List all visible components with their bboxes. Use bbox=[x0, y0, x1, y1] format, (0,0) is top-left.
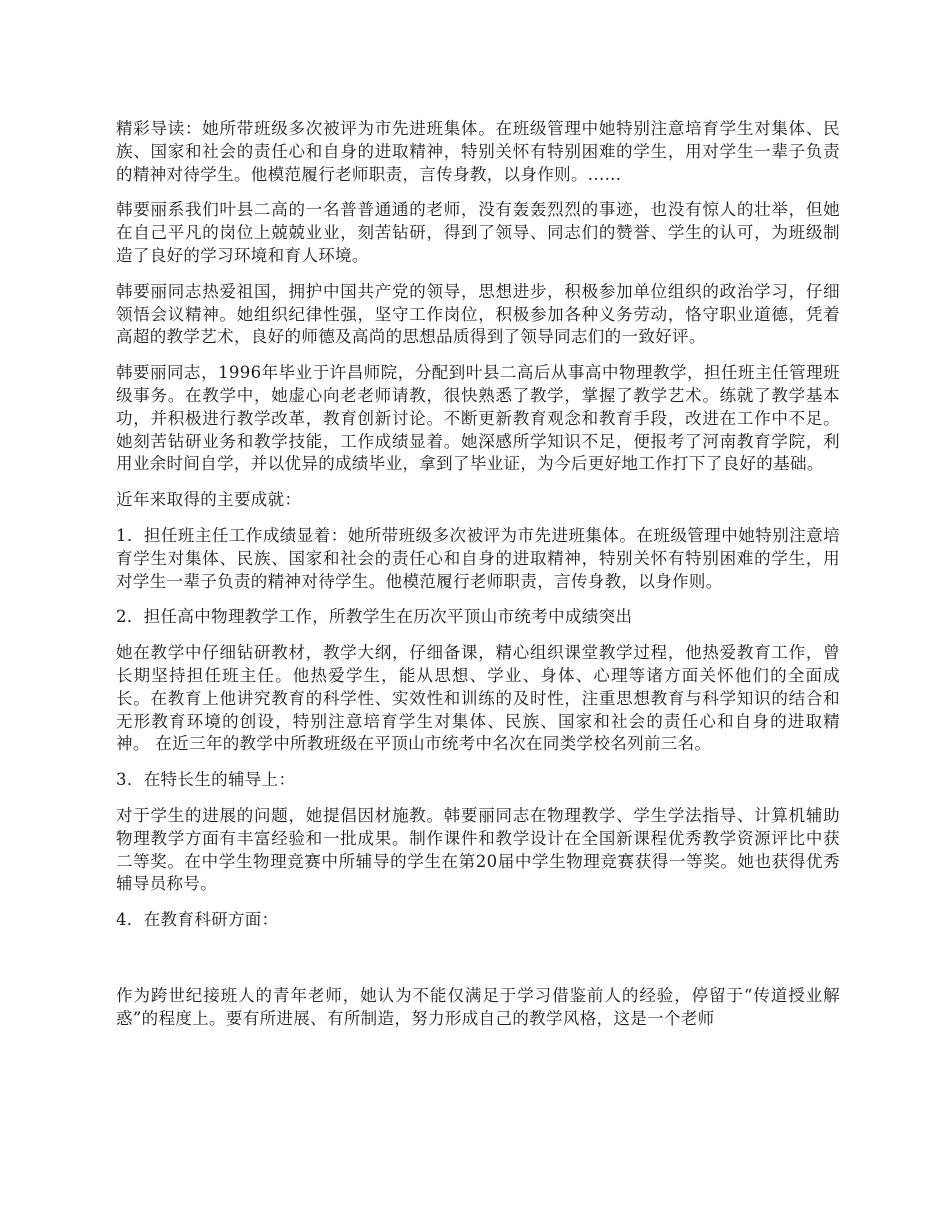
paragraph-political: 韩要丽同志热爱祖国，拥护中国共产党的领导，思想进步，积极参加单位组织的政治学习，仔细领悟会议精神。她组织纪律性强，坚守工作岗位，积极参加各种义务劳动，恪守职业道德，凭着高超的教学艺术，良好的师德及高尚的思想品质得到了领导同志们的一致好评。 bbox=[116, 281, 840, 347]
paragraph-research: 作为跨世纪接班人的青年老师，她认为不能仅满足于学习借鉴前人的经验，停留于“传道授业解惑”的程度上。要有所进展、有所制造，努力形成自己的教学风格，这是一个老师 bbox=[116, 985, 840, 1028]
paragraph-introduction: 韩要丽系我们叶县二高的一名普普通通的老师，没有轰轰烈烈的事迹，也没有惊人的壮举，但她在自己平凡的岗位上兢兢业业，刻苦钻研，得到了领导、同志们的赞誉、学生的认可，为班级制造了良好的学习环境和育人环境。 bbox=[116, 200, 840, 265]
achievement-item-3: 3．在特长生的辅导上： bbox=[116, 770, 296, 790]
paragraph-tutoring: 对于学生的进展的问题，她提倡因材施教。韩要丽同志在物理教学、学生学法指导、计算机辅助物理教学方面有丰富经验和一批成果。制作课件和教学设计在全国新课程优秀教学资源评比中获二等奖。在中学生物理竞赛中所辅导的学生在第20届中学生物理竞赛获得一等奖。她也获得优秀辅导员称号。 bbox=[116, 805, 840, 894]
achievement-item-2: 2．担任高中物理教学工作，所教学生在历次平顶山市统考中成绩突出 bbox=[116, 607, 633, 627]
achievement-item-4: 4．在教育科研方面： bbox=[116, 910, 279, 930]
spacer bbox=[116, 945, 840, 985]
achievements-heading: 近年来取得的主要成就： bbox=[116, 490, 302, 510]
paragraph-career: 韩要丽同志，1996年毕业于许昌师院，分配到叶县二高后从事高中物理教学，担任班主任管理班级事务。在教学中，她虚心向老老师请教，很快熟悉了教学，掌握了教学艺术。练就了教学基本功，并积极进行教学改革，教育创新讨论。不断更新教育观念和教育手段，改进在工作中不足。她刻苦钻研业务和教学技能，工作成绩显着。她深感所学知识不足，便报考了河南教育学院，利用业余时间自学，并以优异的成绩毕业，拿到了毕业证，为今后更好地工作打下了良好的基础。 bbox=[116, 363, 840, 474]
paragraph-teaching: 她在教学中仔细钻研教材，教学大纲，仔细备课，精心组织课堂教学过程，他热爱教育工作，曾长期坚持担任班主任。他热爱学生，能从思想、学业、身体、心理等诸方面关怀他们的全面成长。在教育上他讲究教育的科学性、实效性和训练的及时性，注重思想教育与科学知识的结合和无形教育环境的创设，特别注意培育学生对集体、民族、国家和社会的责任心和自身的进取精神。 在近三年的教学中所教班级在平顶山市统考中名次在同类学校名列前三名。 bbox=[116, 643, 840, 754]
intro-paragraph: 精彩导读：她所带班级多次被评为市先进班集体。在班级管理中她特别注意培育学生对集体、民族、国家和社会的责任心和自身的进取精神，特别关怀有特别困难的学生，用对学生一辈子负责的精神对待学生。他模范履行老师职责，言传身教，以身作则。...... bbox=[116, 119, 840, 184]
achievement-item-1: 1．担任班主任工作成绩显着：她所带班级多次被评为市先进班集体。在班级管理中她特别注意培育学生对集体、民族、国家和社会的责任心和自身的进取精神，特别关怀有特别困难的学生，用对学生一辈子负责的精神对待学生。他模范履行老师职责，言传身教，以身作则。 bbox=[116, 525, 840, 591]
document-body bbox=[116, 118, 840, 1044]
